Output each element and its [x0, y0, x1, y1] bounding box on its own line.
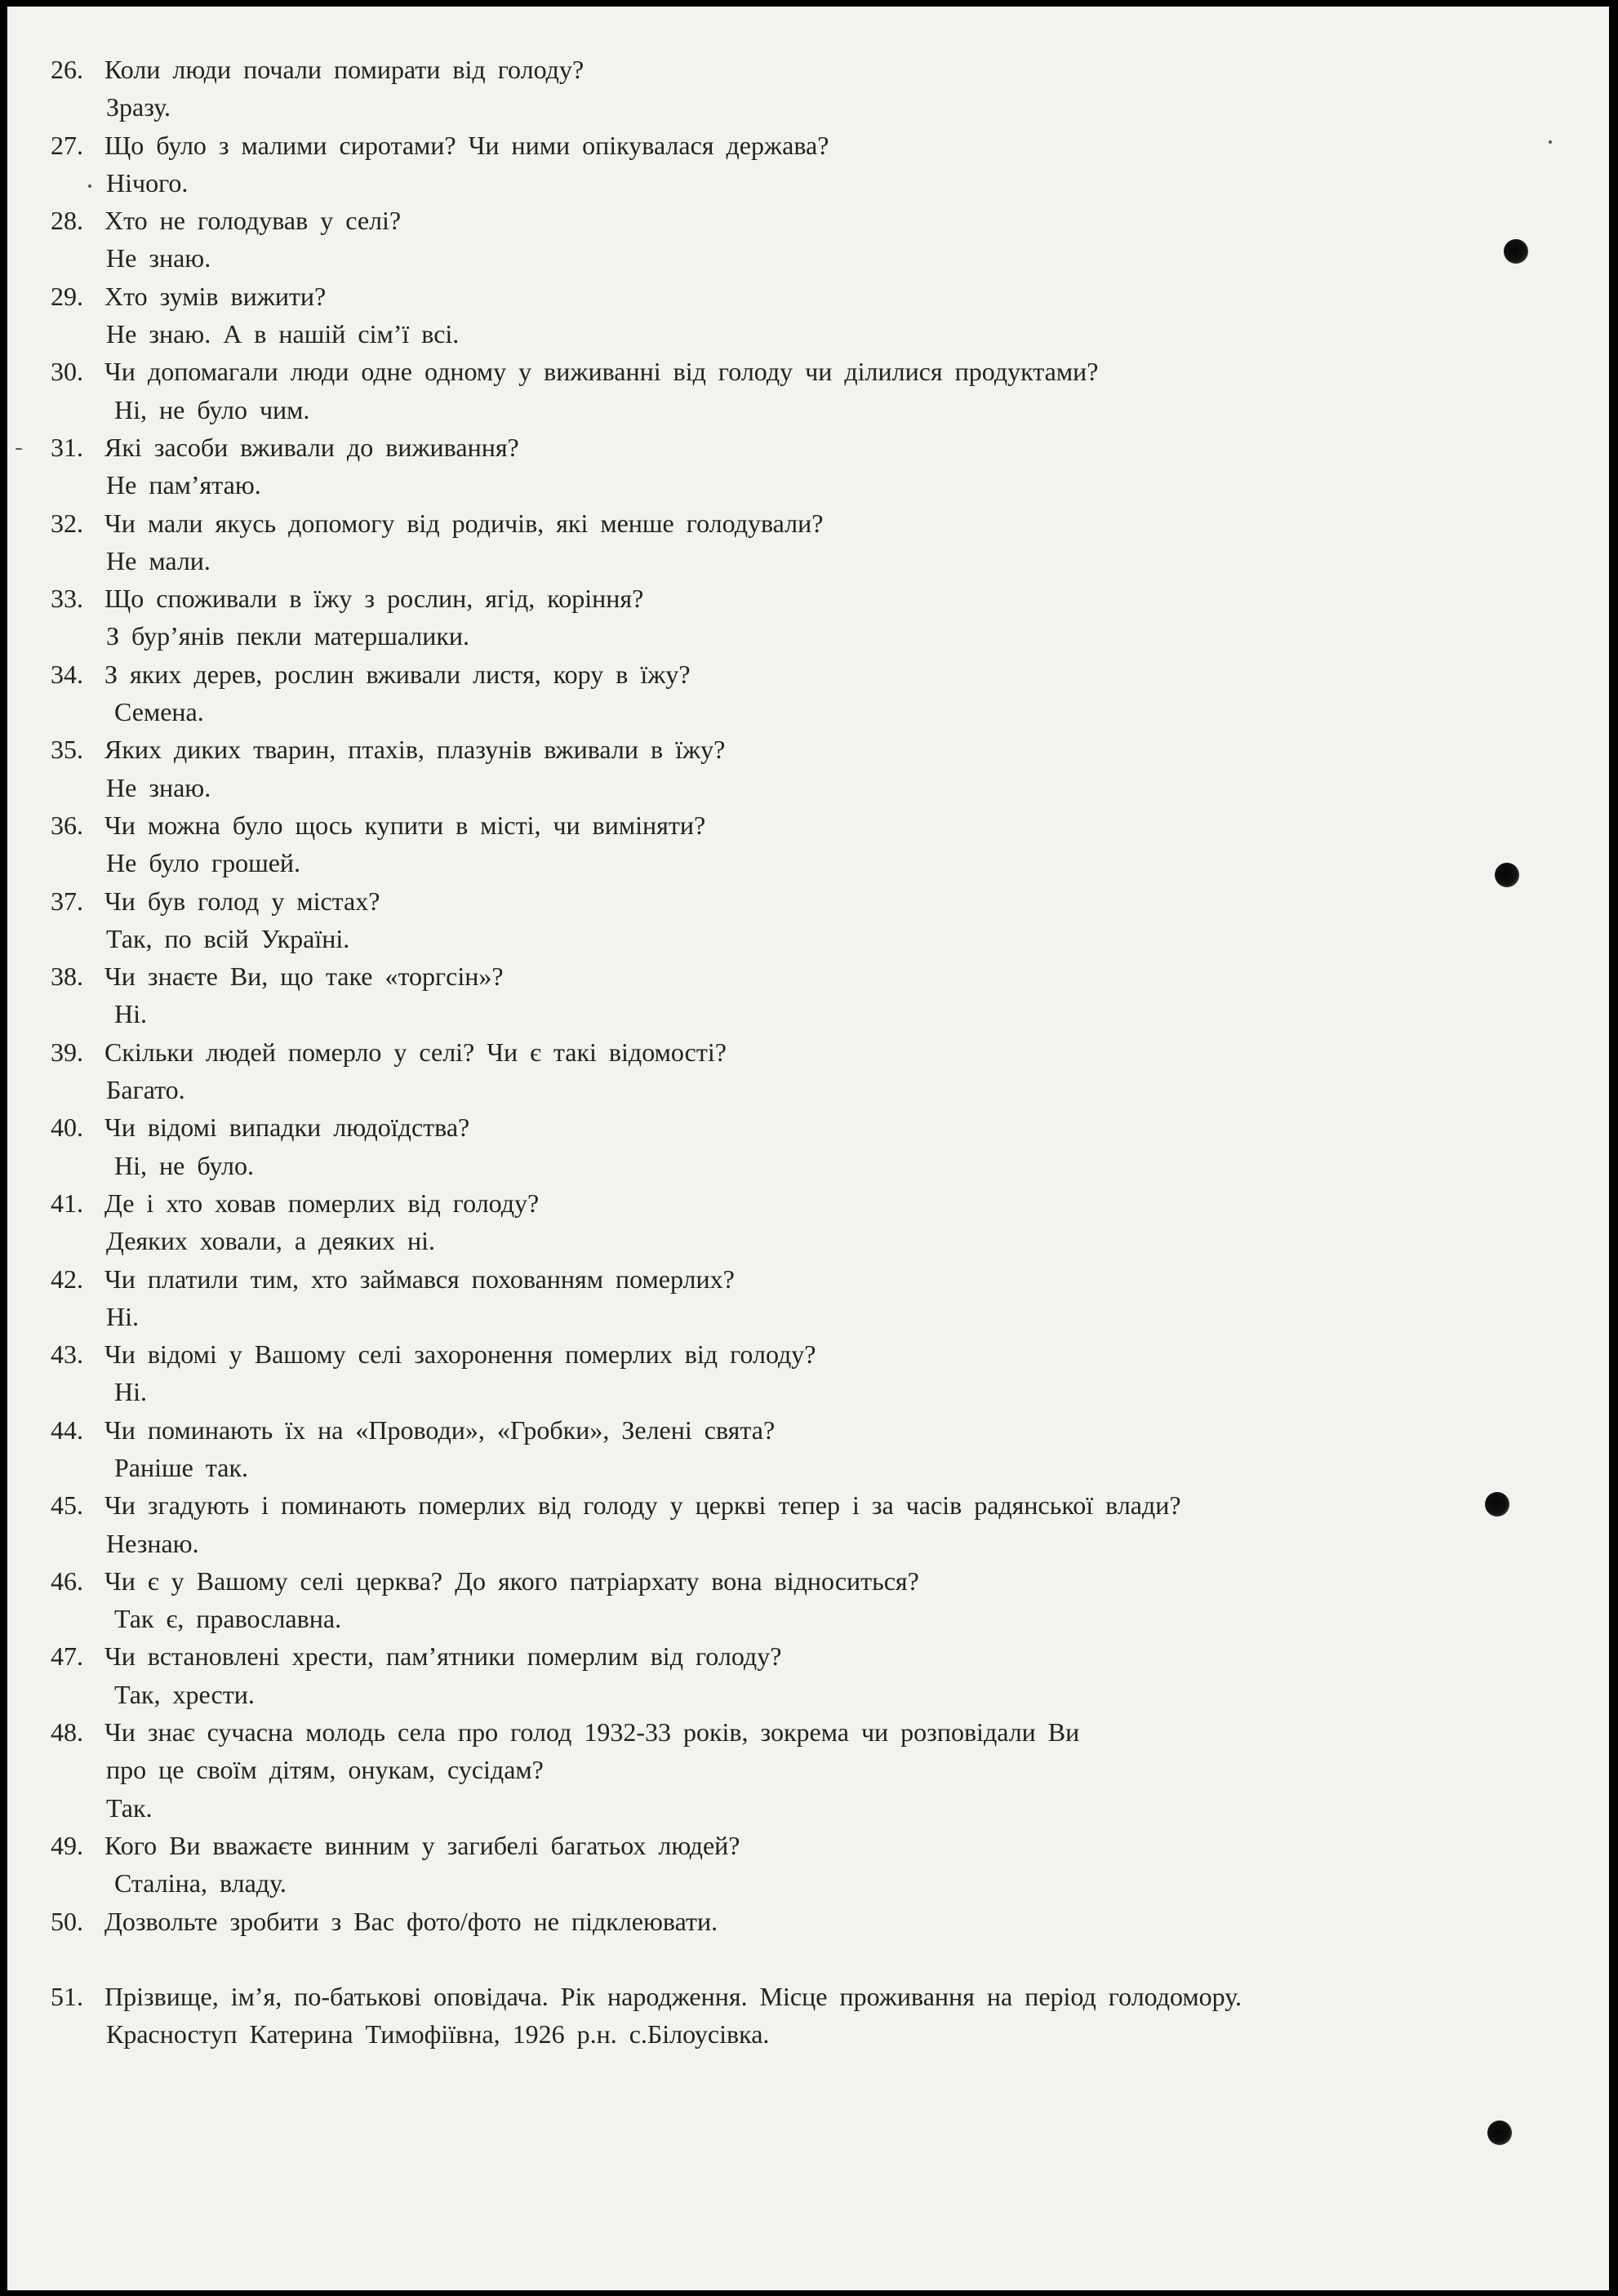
question-number: 42. [51, 1263, 83, 1294]
question-48-continuation: про це своїм дітям, онукам, сусідам? [106, 1755, 544, 1785]
question-item-50 [51, 1903, 1520, 1940]
answer-32: Не мали. [106, 545, 211, 575]
question-41 [51, 1184, 1520, 1222]
question-item-36 [51, 806, 1520, 882]
answer-35: Не знаю. [106, 772, 211, 802]
question-text: Що споживали в їжу з рослин, ягід, коріння? [104, 584, 644, 614]
question-35 [51, 731, 1520, 768]
question-item-33 [51, 580, 1520, 655]
question-29 [51, 278, 1520, 315]
question-36 [51, 806, 1520, 844]
question-number: 29. [51, 281, 83, 311]
question-number: 38. [51, 961, 83, 992]
question-item-45 [51, 1486, 1520, 1562]
question-number: 32. [51, 508, 83, 538]
question-text: Де і хто ховав померлих від голоду? [104, 1188, 540, 1218]
question-item-40 [51, 1108, 1520, 1184]
question-26 [51, 51, 1520, 88]
spacer [51, 1940, 1520, 1978]
question-48 [51, 1713, 1520, 1751]
question-number: 40. [51, 1112, 83, 1143]
question-text: Чи є у Вашому селі церква? До якого патріархату вона відноситься? [104, 1565, 919, 1596]
question-item-42 [51, 1260, 1520, 1336]
question-number: 34. [51, 659, 83, 689]
answer-36: Не було грошей. [106, 848, 301, 878]
question-45 [51, 1486, 1520, 1524]
question-47 [51, 1637, 1520, 1675]
question-42 [51, 1260, 1520, 1298]
question-text: Коли люди почали помирати від голоду? [104, 55, 585, 84]
question-item-47 [51, 1637, 1520, 1713]
question-text: Чи відомі у Вашому селі захоронення померлих від голоду? [104, 1339, 816, 1370]
question-46 [51, 1562, 1520, 1600]
question-text: Скільки людей померло у селі? Чи є такі відомості? [104, 1037, 727, 1067]
question-text: Чи платили тим, хто займався похованням померлих? [104, 1263, 735, 1294]
question-number: 47. [51, 1641, 83, 1672]
question-item-39 [51, 1033, 1520, 1109]
answer-27: Нічого. [106, 167, 189, 198]
question-item-27 [51, 127, 1520, 202]
question-text: Чи згадують і поминають померлих від голоду у церкві тепер і за часів радянської влади? [104, 1490, 1181, 1521]
paper-speck [1549, 140, 1552, 144]
question-item-26 [51, 51, 1520, 127]
question-49 [51, 1827, 1520, 1864]
answer-28: Не знаю. [106, 243, 211, 273]
question-50 [51, 1903, 1520, 1940]
question-text: З яких дерев, рослин вживали листя, кору в їжу? [104, 659, 691, 689]
question-number: 28. [51, 206, 83, 236]
answer-31: Не пам’ятаю. [106, 470, 261, 500]
question-number: 49. [51, 1830, 83, 1860]
question-number: 30. [51, 357, 83, 387]
question-text: Кого Ви вважаєте винним у загибелі багатьох людей? [104, 1830, 740, 1860]
question-34 [51, 655, 1520, 693]
punch-hole [1504, 239, 1528, 264]
question-number: 26. [51, 55, 83, 84]
answer-42: Ні. [106, 1301, 139, 1331]
question-33 [51, 580, 1520, 617]
question-item-35 [51, 731, 1520, 806]
question-number: 27. [51, 130, 83, 160]
question-text: Чи поминають їх на «Проводи», «Гробки», Зелені свята? [104, 1414, 776, 1445]
question-text: Чи мали якусь допомогу від родичів, які менше голодували? [104, 508, 824, 538]
question-item-46 [51, 1562, 1520, 1638]
document-sheet [7, 7, 1609, 2290]
question-item-32 [51, 504, 1520, 580]
question-40 [51, 1108, 1520, 1146]
question-text: Прізвище, ім’я, по-батькові оповідача. Рік народження. Місце проживання на період голодомору. [104, 1981, 1242, 2011]
question-32 [51, 504, 1520, 542]
question-27 [51, 127, 1520, 164]
question-item-44 [51, 1411, 1520, 1487]
question-item-37 [51, 882, 1520, 958]
answer-48: Так. [106, 1792, 153, 1823]
question-text: Чи допомагали люди одне одному у виживанні від голоду чи ділилися продуктами? [104, 357, 1099, 387]
question-number: 51. [51, 1981, 83, 2011]
question-item-41 [51, 1184, 1520, 1260]
question-item-30 [51, 353, 1520, 429]
answer-47: Так, хрести. [114, 1679, 255, 1709]
answer-26: Зразу. [106, 92, 171, 122]
question-text: Що було з малими сиротами? Чи ними опікувалася держава? [104, 130, 829, 160]
question-number: 36. [51, 810, 83, 840]
question-30 [51, 353, 1520, 390]
question-item-34 [51, 655, 1520, 731]
answer-51: Красноступ Катерина Тимофіївна, 1926 р.н. с.Білоусівка. [106, 2019, 770, 2050]
answer-43: Ні. [114, 1377, 147, 1407]
answer-46: Так є, православна. [114, 1604, 342, 1634]
question-number: 46. [51, 1565, 83, 1596]
question-item-38 [51, 957, 1520, 1033]
answer-33: З бур’янів пекли матершалики. [106, 621, 470, 651]
answer-40: Ні, не було. [114, 1150, 254, 1180]
question-item-31 [51, 429, 1520, 504]
answer-45: Незнаю. [106, 1528, 199, 1558]
question-text: Дозвольте зробити з Вас фото/фото не підклеювати. [104, 1906, 718, 1936]
answer-30: Ні, не було чим. [114, 394, 310, 424]
punch-hole [1495, 863, 1519, 887]
answer-34: Семена. [114, 697, 204, 727]
answer-38: Ні. [114, 999, 147, 1029]
question-number: 41. [51, 1188, 83, 1218]
question-44 [51, 1411, 1520, 1449]
question-number: 33. [51, 584, 83, 614]
question-number: 35. [51, 735, 83, 765]
question-text: Чи встановлені хрести, пам’ятники померлим від голоду? [104, 1641, 782, 1672]
paper-speck [88, 184, 91, 188]
question-text: Чи можна було щось купити в місті, чи виміняти? [104, 810, 706, 840]
question-number: 43. [51, 1339, 83, 1370]
question-text: Чи відомі випадки людоїдства? [104, 1112, 470, 1143]
question-text: Яких диких тварин, птахів, плазунів вживали в їжу? [104, 735, 726, 765]
paper-speck [16, 448, 22, 450]
answer-41: Деяких ховали, а деяких ні. [106, 1226, 435, 1256]
question-38 [51, 957, 1520, 995]
question-text: Чи знає сучасна молодь села про голод 1932-33 років, зокрема чи розповідали Ви [104, 1717, 1080, 1748]
questionnaire [51, 51, 1520, 2053]
question-number: 37. [51, 886, 83, 916]
question-item-48 [51, 1713, 1520, 1827]
question-text: Чи був голод у містах? [104, 886, 380, 916]
question-text: Хто не голодував у селі? [104, 206, 402, 236]
answer-37: Так, по всій Україні. [106, 923, 350, 953]
answer-39: Багато. [106, 1075, 185, 1105]
question-text: Які засоби вживали до виживання? [104, 432, 519, 462]
question-39 [51, 1033, 1520, 1071]
answer-44: Раніше так. [114, 1452, 248, 1482]
question-number: 39. [51, 1037, 83, 1067]
question-number: 48. [51, 1717, 83, 1748]
question-number: 45. [51, 1490, 83, 1521]
question-text: Хто зумів вижити? [104, 281, 327, 311]
question-item-49 [51, 1827, 1520, 1903]
answer-49: Сталіна, владу. [114, 1868, 287, 1899]
question-text: Чи знаєте Ви, що таке «торгсін»? [104, 961, 504, 992]
question-item-29 [51, 278, 1520, 353]
question-number: 50. [51, 1906, 83, 1936]
question-31 [51, 429, 1520, 466]
punch-hole [1485, 1492, 1509, 1517]
question-51 [51, 1978, 1520, 2015]
question-item-43 [51, 1335, 1520, 1411]
question-number: 31. [51, 432, 83, 462]
question-37 [51, 882, 1520, 920]
question-item-28 [51, 202, 1520, 278]
answer-29: Не знаю. А в нашій сім’ї всі. [106, 319, 460, 349]
punch-hole [1487, 2121, 1512, 2145]
question-item-51 [51, 1978, 1520, 2054]
question-43 [51, 1335, 1520, 1373]
question-number: 44. [51, 1414, 83, 1445]
question-28 [51, 202, 1520, 239]
